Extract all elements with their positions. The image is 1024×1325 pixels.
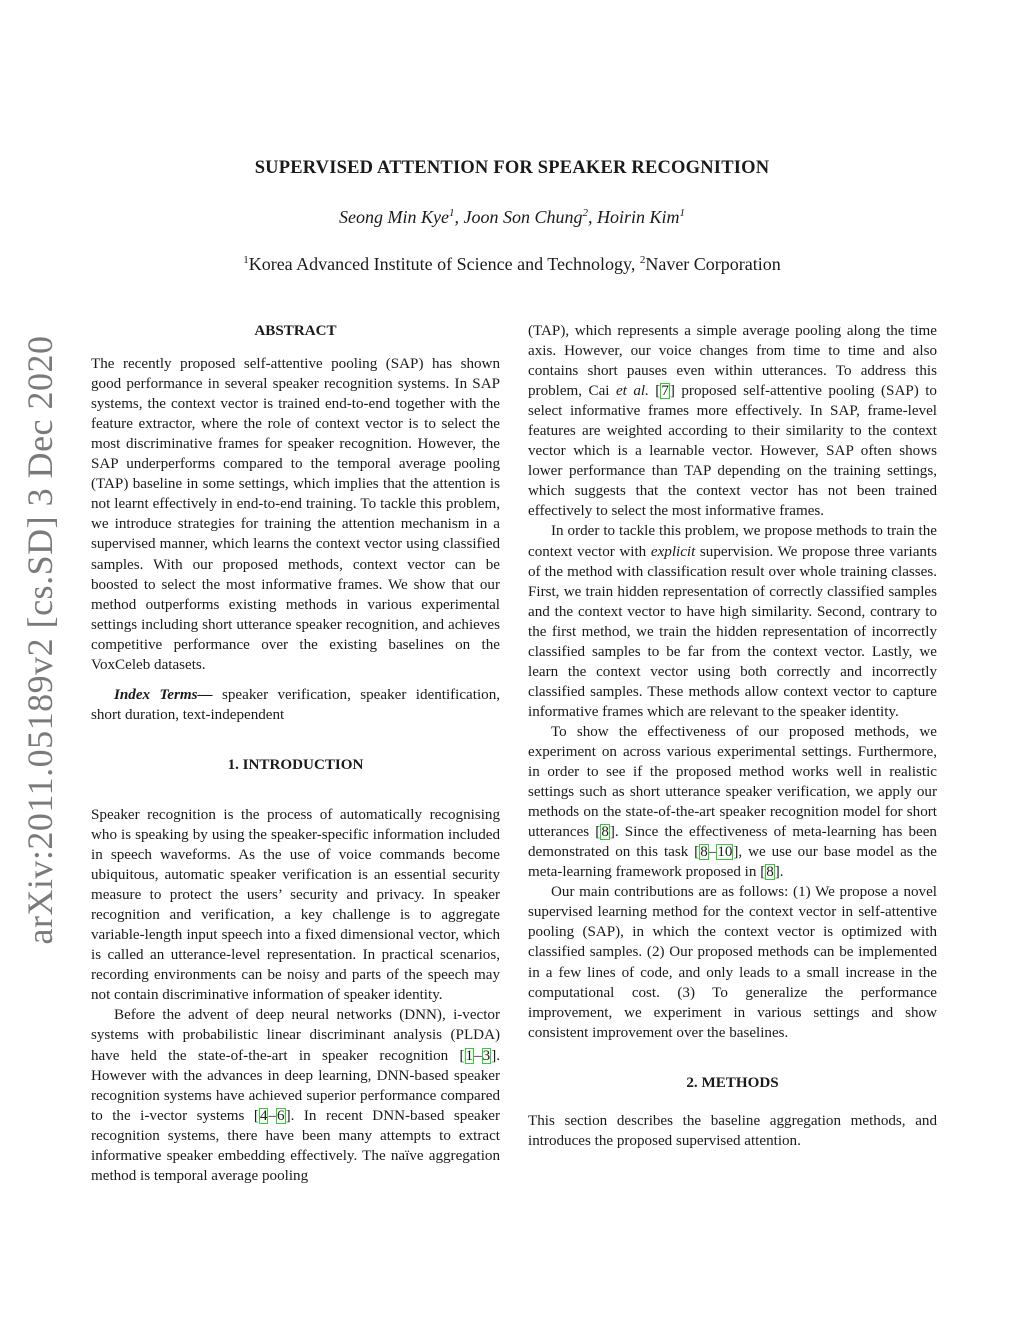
arxiv-identifier: arXiv:2011.05189v2 [cs.SD] 3 Dec 2020 bbox=[20, 335, 60, 945]
affiliation-name: Korea Advanced Institute of Science and Technology bbox=[248, 254, 631, 274]
author-name: Hoirin Kim bbox=[596, 207, 680, 227]
affiliation-list bbox=[0, 254, 1024, 275]
affiliation-number: 1 bbox=[243, 254, 249, 266]
abstract-heading: ABSTRACT bbox=[254, 323, 337, 339]
right-column bbox=[528, 321, 937, 1151]
citation-link[interactable]: 8 bbox=[766, 864, 774, 881]
citation-link[interactable]: 3 bbox=[482, 1047, 491, 1064]
citation-link[interactable]: 6 bbox=[277, 1107, 285, 1124]
index-terms-label: Index Terms— bbox=[114, 686, 213, 703]
intro-paragraph-4: In order to tackle this problem, we propose methods to train the context vector with explicit supervision. We propose three variants of the method with classification result over whole training classes. First, we train hidden representation of correctly classified samples and the context vector to have high similarity. Second, contrary to the first method, we train the hidden representation of incorrectly classified samples to be far from the context vector. Lastly, we learn the context vector using both correctly and incorrectly classified samples. These methods allow context vector to capture informative frames which are relevant to the speaker identity. bbox=[528, 523, 938, 720]
methods-heading: 2. METHODS bbox=[686, 1074, 779, 1091]
affiliation-name: Naver Corporation bbox=[645, 254, 781, 274]
citation-link[interactable]: 4 bbox=[259, 1107, 268, 1124]
introduction-heading: 1. INTRODUCTION bbox=[227, 756, 364, 773]
intro-paragraph-2: Before the advent of deep neural networks (DNN), i-vector systems with probabilistic linear discriminant analysis (PLDA) have held the state-of-the-art in speaker recognition [1–3]. However with the advances in deep learning, DNN-based speaker recognition systems have achieved superior performance compared to the i-vector systems [4–6]. In recent DNN-based speaker recognition systems, there have been many attempts to extract informative speaker embedding effectively. The naïve aggregation method is temporal average pooling bbox=[91, 1007, 500, 1184]
intro-paragraph-1: Speaker recognition is the process of automatically recognising who is speaking by using the speaker-specific information included in speech waveforms. As the use of voice commands become ubiquitous, automatic speaker verification is an essential security measure to protect the users’ security and privacy. In speaker recognition and verification, a key challenge is to aggregate variable-length input speech into a fixed dimensional vector, which is called an utterance-level representation. In practical scenarios, recording environments can be noisy and parts of the speech may not contain discriminative information of speaker identity. bbox=[91, 806, 500, 1004]
methods-paragraph-1: This section describes the baseline aggregation methods, and introduces the proposed supervised attention. bbox=[528, 1112, 937, 1149]
author-name: Joon Son Chung bbox=[463, 207, 583, 227]
author-affiliation-marker: 1 bbox=[679, 207, 685, 219]
author-affiliation-marker: 2 bbox=[582, 207, 588, 219]
left-column bbox=[91, 321, 500, 1186]
citation-link[interactable]: 8 bbox=[601, 824, 609, 841]
abstract-text: The recently proposed self-attentive pooling (SAP) has shown good performance in several speaker recognition systems. In SAP systems, the context vector is trained end-to-end together with the feature extractor, where the role of context vector is to select the most discriminative frames for speaker recognition. However, the SAP underperforms compared to the temporal average pooling (TAP) baseline in some settings, which implies that the attention is not learnt effectively in end-to-end training. To tackle this problem, we introduce strategies for training the attention mechanism in a supervised manner, which learns the context vector using classified samples. With our proposed methods, context vector can be boosted to select the most informative frames. We show that our method outperforms existing methods in various experimental settings including short utterance speaker recognition, and achieves competitive performance over the existing baselines on the VoxCeleb datasets. bbox=[91, 356, 500, 673]
citation-link[interactable]: 1 bbox=[465, 1047, 474, 1064]
author-affiliation-marker: 1 bbox=[448, 207, 455, 219]
intro-paragraph-5: To show the effectiveness of our proposed methods, we experiment on across various experimental settings. Furthermore, in order to see if the proposed method works well in realistic settings such as short utterance speaker verification, we apply our methods on the state-of-the-art speaker recognition model for short utterances [8]. Since the effectiveness of meta-learning has been demonstrated on this task [8–10], we use our base model as the meta-learning framework proposed in [8]. bbox=[528, 723, 937, 881]
index-terms-text: speaker verification, speaker identification, short duration, text-independent bbox=[91, 686, 501, 723]
author-separator: , bbox=[454, 207, 464, 227]
index-terms bbox=[91, 685, 500, 725]
citation-link[interactable]: 8 bbox=[700, 844, 708, 861]
citation-link[interactable]: 10 bbox=[717, 844, 733, 861]
author-list bbox=[0, 207, 1024, 228]
author-separator: , bbox=[587, 207, 597, 227]
citation-link[interactable]: 7 bbox=[661, 383, 669, 400]
affiliation-separator: , bbox=[630, 254, 640, 274]
affiliation-number: 2 bbox=[639, 254, 646, 266]
paper-title: SUPERVISED ATTENTION FOR SPEAKER RECOGNITION bbox=[254, 158, 770, 178]
intro-paragraph-3: (TAP), which represents a simple average pooling along the time axis. However, our voice changes from time to time and also contains short pauses even within utterances. To address this problem, Cai et al. [7] proposed self-attentive pooling (SAP) to select informative frames more effectively. In SAP, frame-level features are weighted according to their similarity to the context vector which is a learnable vector. However, SAP often shows lower performance than TAP depending on the training settings, which suggests that the context vector has not been trained effectively to select the most informative frames. bbox=[528, 323, 937, 520]
intro-paragraph-6: Our main contributions are as follows: (1) We propose a novel supervised learning method for the context vector in self-attentive pooling (SAP), in which the context vector is optimized with classified samples. (2) Our proposed methods can be implemented in a few lines of code, and only leads to a small increase in the computational cost. (3) To generalize the performance improvement, we experiment in various settings and show consistent improvement over the baselines. bbox=[528, 884, 937, 1041]
author-name: Seong Min Kye bbox=[339, 207, 449, 227]
